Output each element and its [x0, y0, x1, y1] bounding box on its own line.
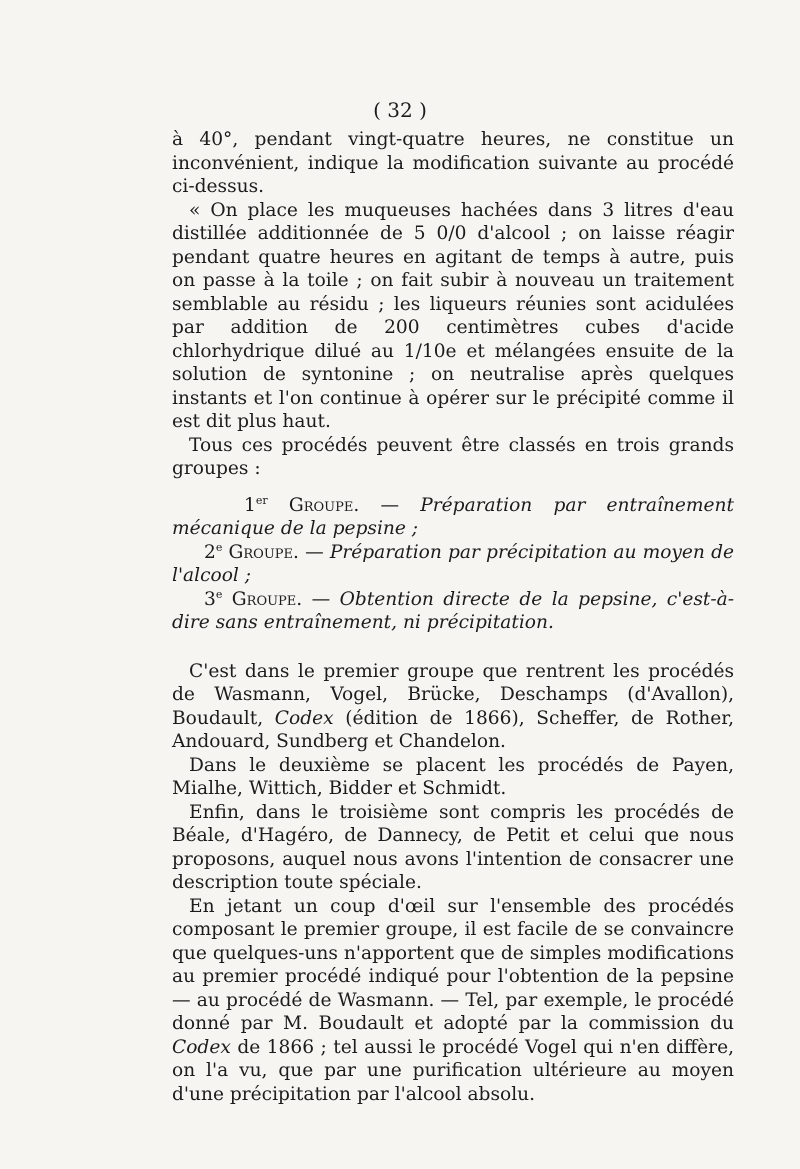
group-ordinal: e [215, 540, 223, 554]
group-number: 3 [204, 588, 216, 610]
codex-title: Codex [274, 707, 334, 729]
text-run: C'est dans le premier groupe que rentrent les procédés de Wasmann, Vogel, Brücke, Deschamps (d'Avallon), Boudault, [172, 660, 734, 729]
codex-title: Codex [172, 1036, 231, 1058]
group-number: 2 [204, 541, 216, 563]
group-description: Préparation par précipitation au moyen de l'alcool ; [172, 541, 734, 586]
group-item-1 [172, 494, 734, 541]
text-run: de 1866 ; tel aussi le procédé Vogel qui n'en diffère, on l'a vu, que par une purification ultérieure au moyen d'une précipitation par l'alcool absolu. [172, 1036, 734, 1105]
group-label: Groupe. [288, 494, 360, 516]
page-number: ( 32 ) [373, 98, 427, 122]
group-label: Groupe. [228, 541, 299, 563]
paragraph-continuation: à 40°, pendant vingt-quatre heures, ne constitue un inconvénient, indique la modification suivante au procédé ci-dessus. [172, 129, 734, 197]
group-item-2 [172, 541, 734, 588]
paragraph-overview [172, 895, 734, 1107]
spacer [172, 635, 734, 660]
group-number: 1 [244, 494, 256, 516]
paragraph-third-group: Enfin, dans le troisième sont compris les procédés de Béale, d'Hagéro, de Dannecy, de Petit et celui que nous proposons, auquel nous avons l'intention de consacrer une description toute spéciale. [172, 801, 734, 893]
group-description: Obtention directe de la pepsine, c'est-à-dire sans entraînement, ni précipitation. [172, 588, 734, 633]
group-ordinal: e [215, 587, 223, 601]
groups-list [172, 494, 734, 635]
text-run: En jetant un coup d'œil sur l'ensemble des procédés composant le premier groupe, il est facile de se convaincre que quelques-uns n'apportent que de simples modifications au premier procédé indiqué pour l'obtention de la pepsine — au procédé de Wasmann. — Tel, par exemple, le procédé donné par M. Boudault et adopté par la commission du [172, 895, 734, 1034]
group-item-3 [172, 588, 734, 635]
group-description: Préparation par entraînement mécanique de la pepsine ; [172, 494, 734, 539]
group-separator: — [298, 541, 330, 563]
text-run: (édition de 1866), Scheffer, de Rother, Andouard, Sundberg et Chandelon. [172, 707, 734, 752]
paragraph-quote: « On place les muqueuses hachées dans 3 litres d'eau distillée additionnée de 5 0/0 d'alcool ; on laisse réagir pendant quatre heures en agitant de temps à autre, puis on passe à la toile ; on fait subir à nouveau un traitement semblable au résidu ; les liqueurs réunies sont acidulées par addition de 200 centimètres cubes d'acide chlorhydrique dilué au 1/10e et mélangées ensuite de la solution de syntonine ; on neutralise après quelques instants et l'on continue à opérer sur le précipité comme il est dit plus haut. [172, 199, 734, 432]
paragraph-first-group [172, 660, 734, 754]
paragraph-groups-intro: Tous ces procédés peuvent être classés en trois grands groupes : [172, 434, 734, 479]
group-label: Groupe. [231, 588, 303, 610]
group-separator: — [302, 588, 340, 610]
group-ordinal: er [255, 493, 268, 507]
paragraph-second-group: Dans le deuxième se placent les procédés de Payen, Mialhe, Wittich, Bidder et Schmidt. [172, 754, 734, 799]
body-text [172, 128, 734, 1106]
group-separator: — [359, 494, 421, 516]
